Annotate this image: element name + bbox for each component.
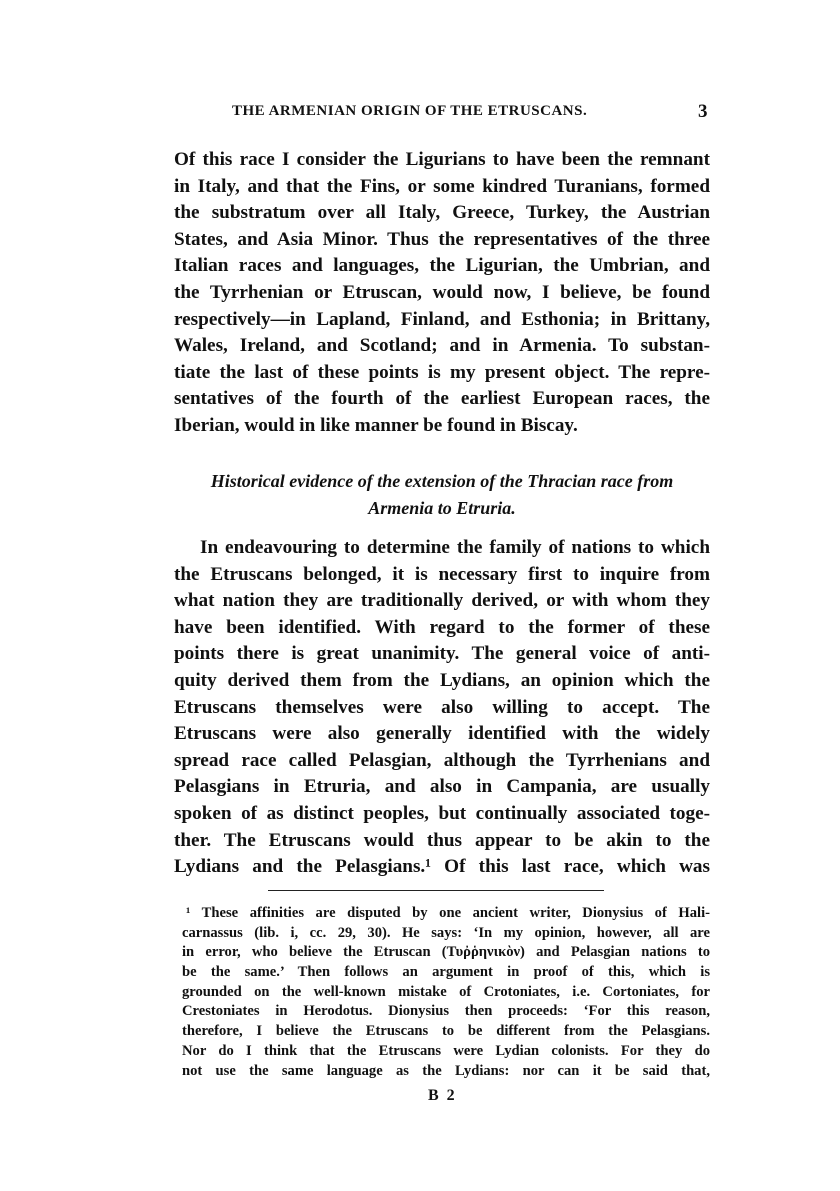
text-line: spread race called Pelasgian, although the Tyrrhenians and bbox=[174, 749, 710, 771]
footnote-line: not use the same language as the Lydians: nor can it be said that, bbox=[182, 1062, 710, 1079]
section-heading-line: Historical evidence of the extension of the Thracian race from bbox=[210, 471, 674, 491]
text-line: Wales, Ireland, and Scotland; and in Armenia. To substan- bbox=[174, 335, 710, 357]
footnote-line: be the same.’ Then follows an argument in proof of this, which is bbox=[182, 964, 710, 981]
text-line: the Tyrrhenian or Etruscan, would now, I believe, be found bbox=[174, 281, 710, 303]
footnote-line: in error, who believe the Etruscan (Τυῤῥηνικὸν) and Pelasgian nations to bbox=[182, 944, 710, 961]
section-heading-line: Armenia to Etruria. bbox=[368, 498, 516, 518]
text-line: Italian races and languages, the Ligurian, the Umbrian, and bbox=[174, 255, 710, 277]
text-line: Pelasgians in Etruria, and also in Campania, are usually bbox=[174, 776, 710, 798]
text-line: Etruscans were also generally identified with the widely bbox=[174, 723, 710, 745]
text-line: the Etruscans belonged, it is necessary first to inquire from bbox=[174, 563, 710, 585]
text-line: Of this race I consider the Ligurians to have been the remnant bbox=[174, 149, 710, 170]
text-line: ther. The Etruscans would thus appear to be akin to the bbox=[174, 829, 710, 851]
signature-mark: B 2 bbox=[428, 1087, 457, 1104]
text-line: States, and Asia Minor. Thus the representatives of the three bbox=[174, 228, 710, 250]
text-line: sentatives of the fourth of the earliest European races, the bbox=[174, 388, 710, 410]
text-line: points there is great unanimity. The general voice of anti- bbox=[174, 643, 710, 665]
text-line: Etruscans themselves were also willing to accept. The bbox=[174, 696, 710, 718]
text-line: what nation they are traditionally derived, or with whom they bbox=[174, 590, 710, 612]
footnote-line: ¹ These affinities are disputed by one ancient writer, Dionysius of Hali- bbox=[186, 905, 710, 921]
text-line: respectively—in Lapland, Finland, and Esthonia; in Brittany, bbox=[174, 308, 710, 330]
text-line: quity derived them from the Lydians, an opinion which the bbox=[174, 669, 710, 691]
paragraph-ligurians bbox=[174, 147, 710, 440]
footnote bbox=[182, 904, 710, 1081]
text-line: the substratum over all Italy, Greece, Turkey, the Austrian bbox=[174, 202, 710, 224]
text-line: In endeavouring to determine the family of nations to which bbox=[200, 537, 710, 558]
footnote-line: therefore, I believe the Etruscans to be different from the Pelasgians. bbox=[182, 1023, 710, 1040]
paragraph-etruscans bbox=[174, 535, 710, 881]
running-head-title: THE ARMENIAN ORIGIN OF THE ETRUSCANS. bbox=[232, 103, 588, 119]
page-number: 3 bbox=[698, 101, 708, 122]
text-line: in Italy, and that the Fins, or some kindred Turanians, formed bbox=[174, 175, 710, 197]
footnote-line: Crestoniates in Herodotus. Dionysius then proceeds: ‘For this reason, bbox=[182, 1003, 710, 1020]
footnote-line: grounded on the well-known mistake of Crotoniates, i.e. Cortoniates, for bbox=[182, 983, 710, 1000]
section-heading bbox=[174, 468, 710, 522]
text-line: Iberian, would in like manner be found in Biscay. bbox=[174, 414, 578, 436]
footnote-line: Nor do I think that the Etruscans were Lydian colonists. For they do bbox=[182, 1042, 710, 1059]
text-line: Lydians and the Pelasgians.¹ Of this last race, which was bbox=[174, 856, 710, 878]
text-line: spoken of as distinct peoples, but continually associated toge- bbox=[174, 802, 710, 824]
footnote-line: carnassus (lib. i, cc. 29, 30). He says: ‘In my opinion, however, all are bbox=[182, 924, 710, 941]
footnote-divider bbox=[268, 890, 604, 891]
text-line: tiate the last of these points is my present object. The repre- bbox=[174, 361, 710, 383]
text-line: have been identified. With regard to the former of these bbox=[174, 616, 710, 638]
